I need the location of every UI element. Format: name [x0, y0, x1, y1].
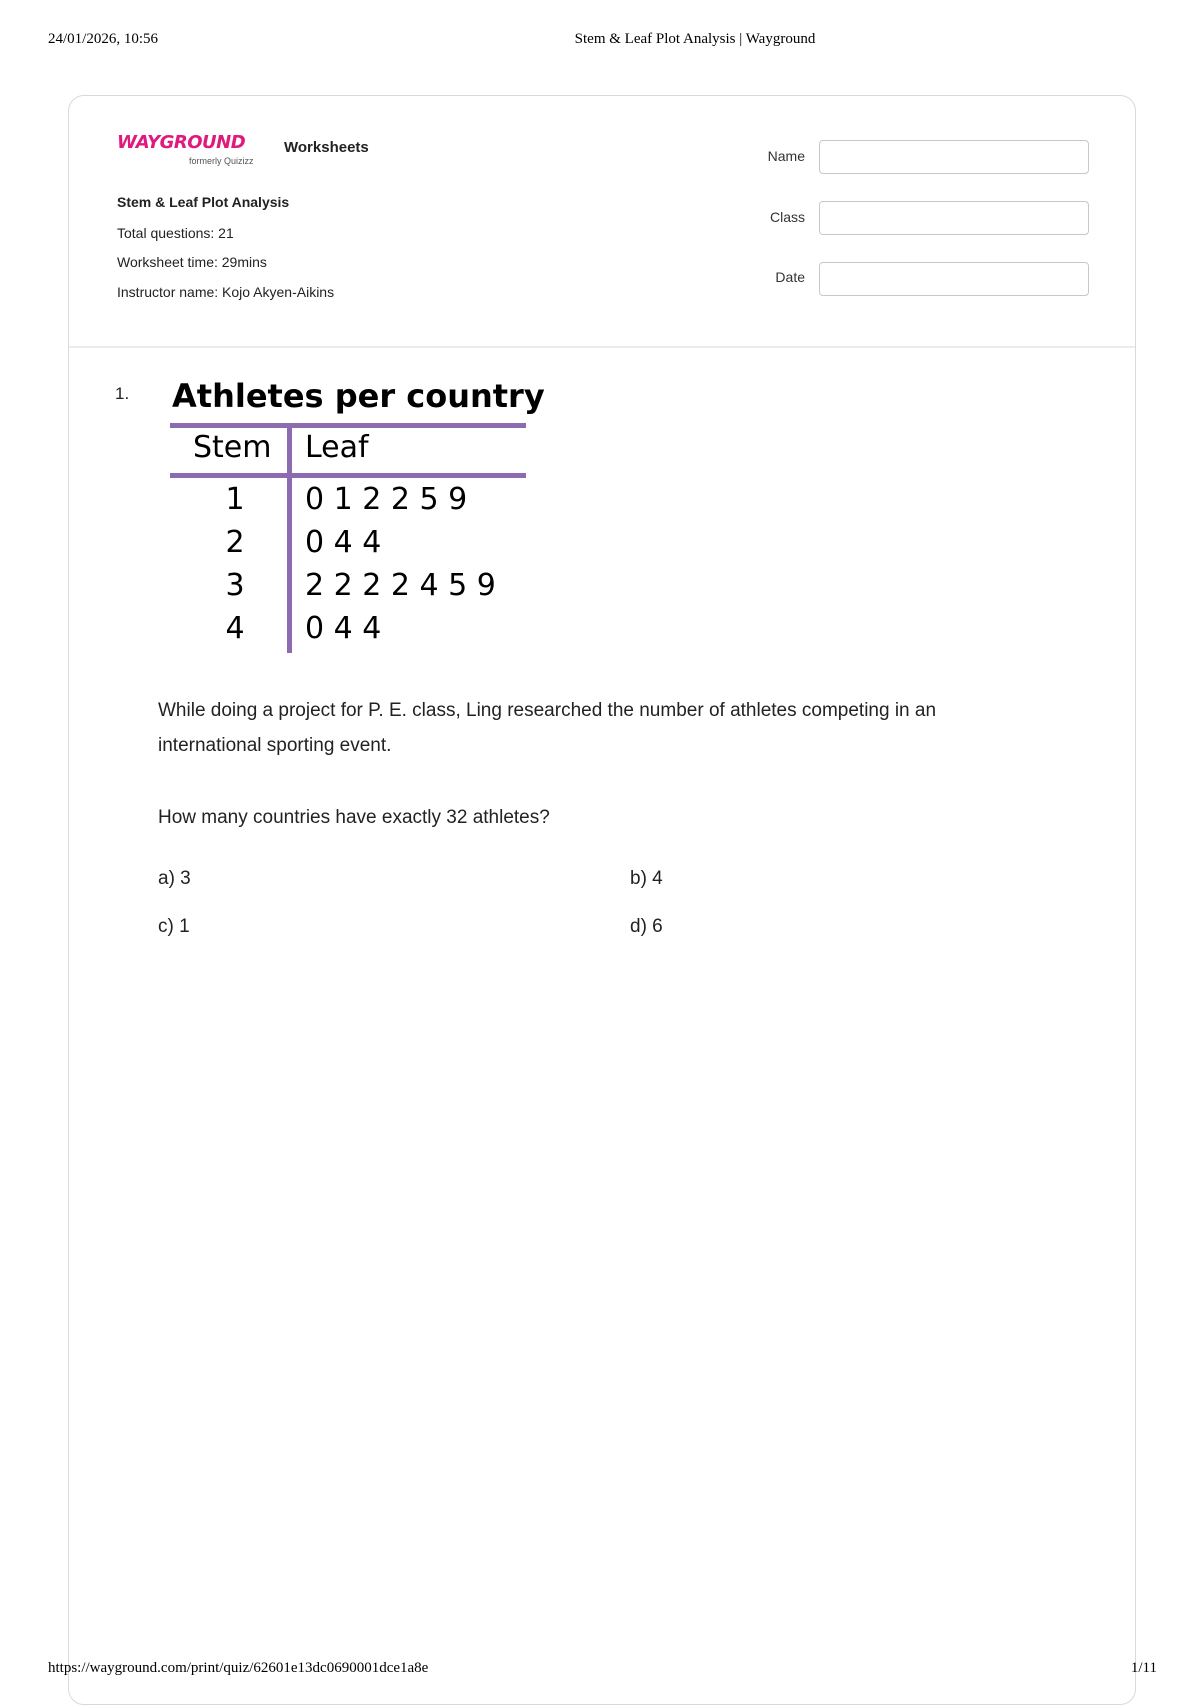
leaf-header: Leaf — [305, 430, 369, 465]
instructor-name: Instructor name: Kojo Akyen-Aikins — [117, 284, 335, 300]
option-d[interactable]: d) 6 — [630, 916, 663, 937]
class-label: Class — [769, 209, 805, 225]
header-rule — [170, 473, 526, 478]
date-field[interactable] — [819, 262, 1089, 296]
option-c[interactable]: c) 1 — [158, 916, 190, 937]
leaf-values: 2 2 2 2 4 5 9 — [305, 568, 496, 603]
option-b[interactable]: b) 4 — [630, 868, 663, 889]
leaf-values: 0 1 2 2 5 9 — [305, 482, 468, 517]
question-number: 1. — [115, 384, 130, 403]
name-label: Name — [767, 148, 805, 164]
worksheet-header — [69, 96, 1135, 348]
top-rule — [170, 423, 526, 428]
question-text-line-1: While doing a project for P. E. class, Ling researched the number of athletes competing in an — [158, 700, 937, 721]
logo-subtext: formerly Quizizz — [189, 156, 254, 166]
option-a[interactable]: a) 3 — [158, 868, 191, 889]
worksheets-label: Worksheets — [284, 139, 369, 156]
print-url: https://wayground.com/print/quiz/62601e13dc0690001dce1a8e — [48, 1660, 429, 1676]
total-questions: Total questions: 21 — [117, 225, 234, 241]
worksheet-card — [68, 95, 1136, 1705]
question-prompt: How many countries have exactly 32 athletes? — [158, 807, 550, 828]
logo-wordmark: WAYGROUND — [117, 132, 246, 153]
class-field[interactable] — [819, 201, 1089, 235]
print-datetime: 24/01/2026, 10:56 — [48, 31, 159, 47]
stem-leaf-plot — [160, 370, 560, 670]
date-label: Date — [775, 269, 805, 285]
leaf-values: 0 4 4 — [305, 611, 382, 646]
stem-value: 2 — [225, 525, 245, 560]
stem-value: 3 — [225, 568, 245, 603]
print-page-title: Stem & Leaf Plot Analysis | Wayground — [574, 31, 816, 47]
stem-value: 4 — [225, 611, 245, 646]
name-field[interactable] — [819, 140, 1089, 174]
plot-title: Athletes per country — [172, 377, 545, 415]
stem-header: Stem — [193, 430, 272, 465]
worksheet-time: Worksheet time: 29mins — [117, 254, 267, 270]
leaf-values: 0 4 4 — [305, 525, 382, 560]
question-text-line-2: international sporting event. — [158, 735, 392, 756]
divider-rule — [287, 428, 292, 653]
question-text — [158, 693, 1018, 763]
worksheet-title: Stem & Leaf Plot Analysis — [117, 194, 290, 210]
wayground-logo — [117, 132, 277, 168]
stem-value: 1 — [225, 482, 245, 517]
print-page-number: 1/11 — [1130, 1660, 1157, 1676]
